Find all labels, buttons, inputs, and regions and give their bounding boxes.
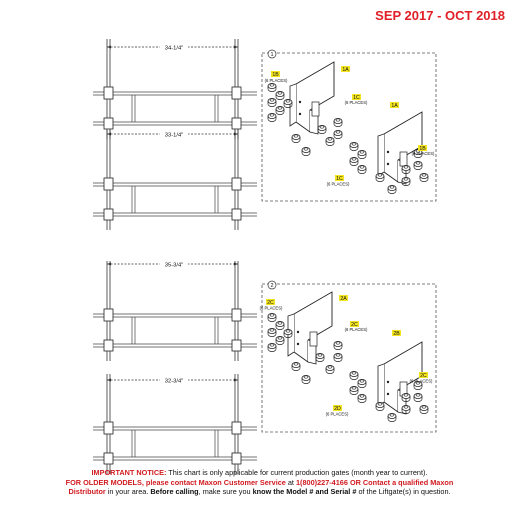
older-models-text: FOR OLDER MODELS, please contact Maxon Customer Service — [65, 477, 286, 487]
callout-1c-places: (6 PLACES) — [344, 100, 368, 105]
frame-3-dimension: 35-3/4" — [164, 262, 184, 269]
frame-4-dimension: 32-3/4" — [164, 378, 184, 385]
callout-2c-mid: 2C — [351, 322, 358, 328]
in-area-text: in your area. — [105, 487, 151, 497]
frame-2 — [93, 130, 257, 230]
callout-2d: 2D — [334, 406, 341, 412]
detail-2-number: 2 — [270, 283, 274, 290]
callout-2a: 2A — [340, 296, 347, 302]
frame-4 — [93, 374, 257, 474]
distributor-text: Distributor — [68, 487, 106, 497]
callout-2d-places: (6 PLACES) — [325, 411, 349, 417]
callout-2b: 2B — [393, 331, 400, 337]
callout-1b-right: 1B — [419, 146, 426, 152]
detail-box-1 — [262, 50, 436, 201]
notice-line-3 — [20, 487, 499, 497]
callout-2c-mid-places: (6 PLACES) — [344, 327, 368, 332]
frame-3 — [93, 260, 257, 361]
at-text: at — [285, 477, 296, 487]
callout-2c-right-places: (6 PLACES) — [409, 378, 433, 384]
detail-box-2 — [260, 281, 436, 432]
callout-1c-lower: 1C — [336, 176, 343, 182]
callout-2c-right: 2C — [420, 373, 427, 379]
callout-1b: 1B — [272, 72, 279, 78]
callout-2c-top: 2C — [267, 300, 274, 306]
before-calling-text: Before calling — [150, 487, 199, 497]
callout-1a-left: 1A — [342, 67, 349, 73]
callout-1a-right: 1A — [391, 103, 398, 109]
important-notice — [20, 468, 499, 497]
frame-1-dimension: 34-1/4" — [164, 45, 184, 52]
make-sure-text: , make sure you — [198, 487, 253, 497]
of-liftgate-text: of the Liftgate(s) in question. — [356, 487, 451, 497]
know-model-text: know the Model # and Serial # — [252, 487, 357, 497]
frame-1 — [93, 39, 257, 139]
frame-2-dimension: 33-1/4" — [164, 132, 184, 139]
callout-1c: 1C — [353, 95, 360, 101]
important-label: IMPORTANT NOTICE: — [91, 468, 167, 477]
notice-line-1 — [20, 468, 499, 478]
callout-1b-right-places: (6 PLACES) — [411, 151, 435, 156]
notice-line-2 — [20, 478, 499, 488]
phone-text: 1(800)227-4166 OR Contact a qualified Maxon — [295, 477, 454, 487]
callout-1c-lower-places: (6 PLACES) — [326, 181, 350, 187]
detail-1-number: 1 — [270, 52, 274, 59]
callout-2c-top-places: (6 PLACES) — [259, 305, 283, 311]
callout-1b-places: (6 PLACES) — [264, 78, 288, 83]
important-text: This chart is only applicable for current production gates (month year to current). — [166, 468, 428, 477]
header-date-range: SEP 2017 - OCT 2018 — [375, 8, 505, 23]
